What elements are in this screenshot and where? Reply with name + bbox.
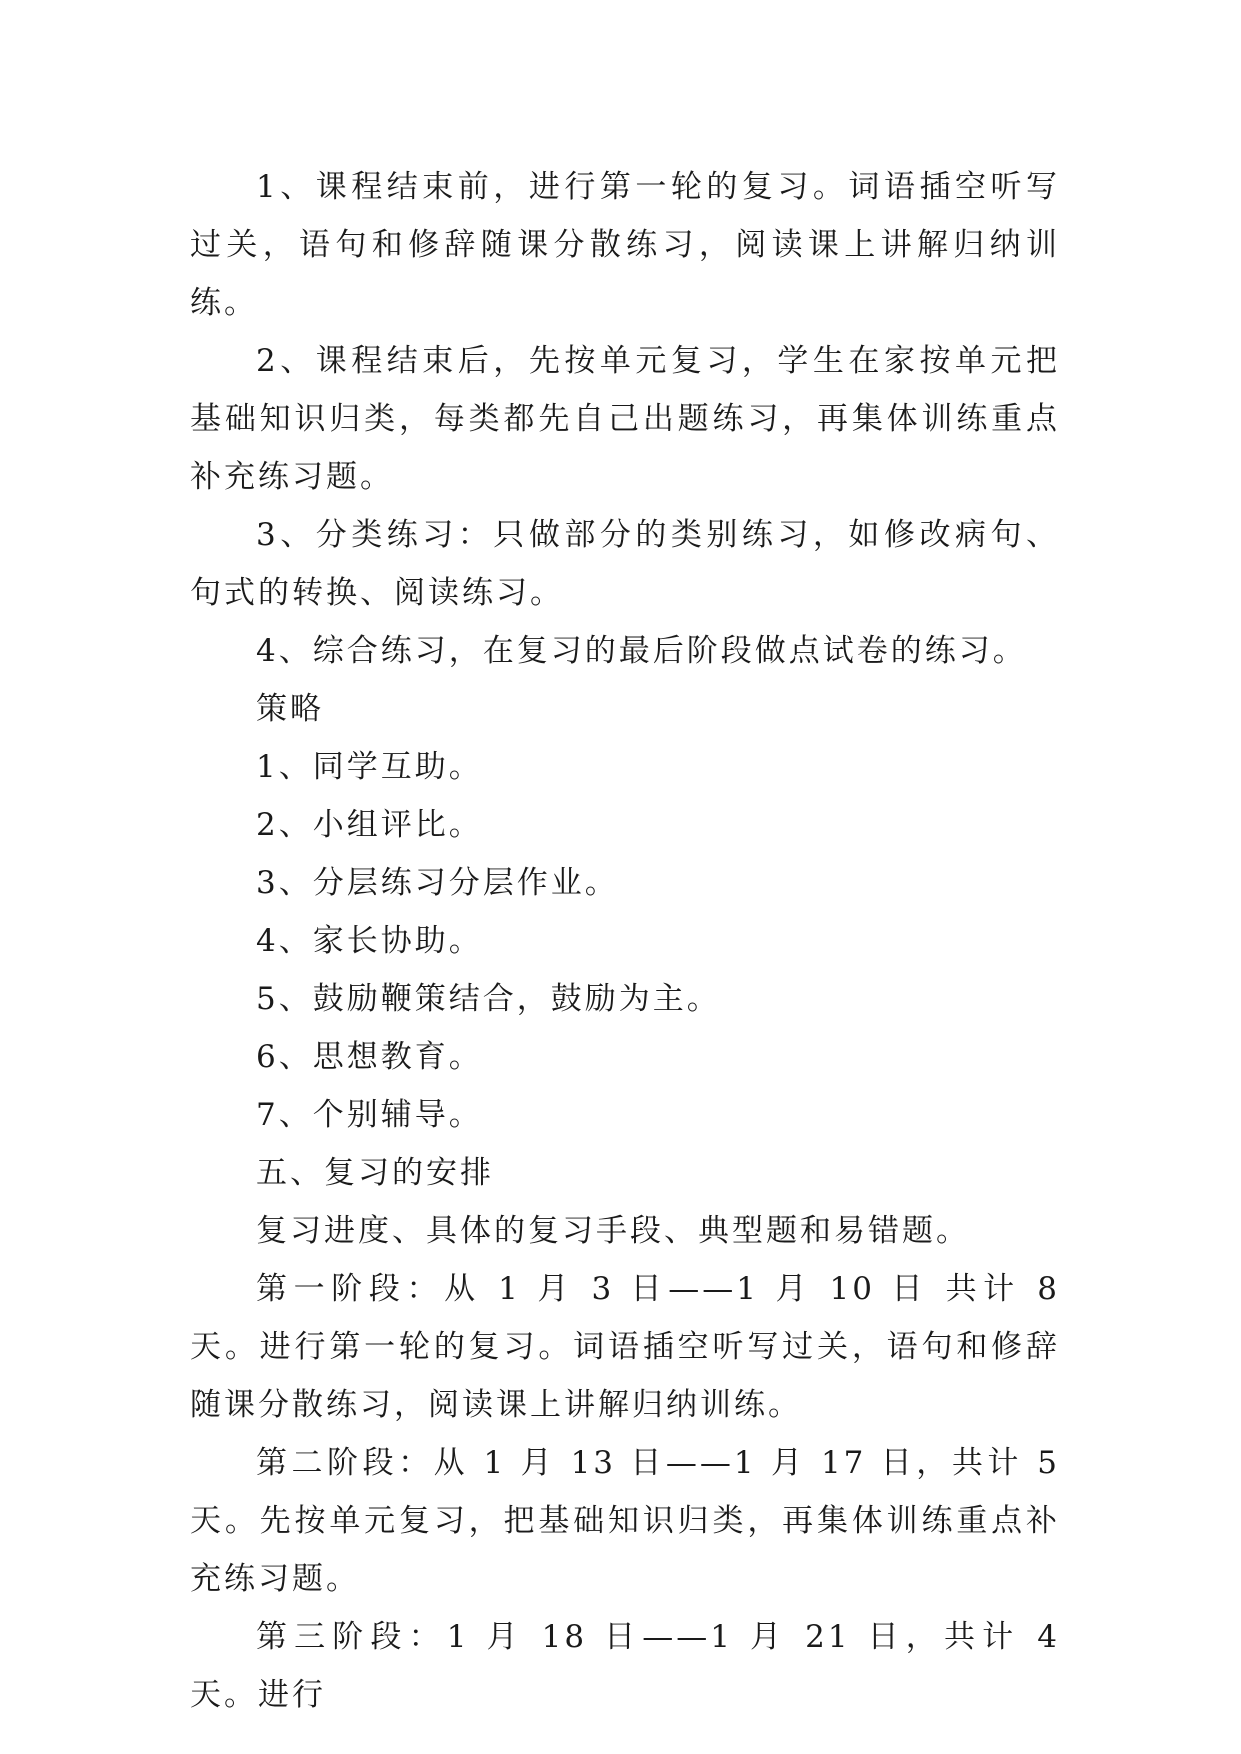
heading-review-schedule: 五、复习的安排 — [256, 1155, 494, 1191]
strategy-item-4: 4、家长协助。 — [256, 923, 483, 959]
heading-strategy: 策略 — [256, 691, 324, 727]
document-body — [190, 158, 1060, 1724]
strategy-item-5: 5、鼓励鞭策结合，鼓励为主。 — [256, 981, 721, 1017]
strategy-item-1: 1、同学互助。 — [256, 749, 483, 785]
paragraph-review-before-course-end: 1、课程结束前，进行第一轮的复习。词语插空听写过关，语句和修辞随课分散练习，阅读课上讲解归纳训练。 — [190, 169, 1060, 321]
paragraph-stage-3: 第三阶段：1 月 18 日——1 月 21 日，共计 4 天。进行 — [190, 1619, 1060, 1713]
paragraph-comprehensive-practice: 4、综合练习，在复习的最后阶段做点试卷的练习。 — [256, 633, 1027, 669]
strategy-item-2: 2、小组评比。 — [256, 807, 483, 843]
paragraph-category-practice: 3、分类练习：只做部分的类别练习，如修改病句、句式的转换、阅读练习。 — [190, 517, 1060, 611]
strategy-item-3: 3、分层练习分层作业。 — [256, 865, 619, 901]
paragraph-stage-2: 第二阶段：从 1 月 13 日——1 月 17 日，共计 5 天。先按单元复习，把基础知识归类，再集体训练重点补充练习题。 — [190, 1445, 1060, 1597]
strategy-item-7: 7、个别辅导。 — [256, 1097, 483, 1133]
strategy-item-6: 6、思想教育。 — [256, 1039, 483, 1075]
paragraph-schedule-intro: 复习进度、具体的复习手段、典型题和易错题。 — [256, 1213, 970, 1249]
paragraph-stage-1: 第一阶段：从 1 月 3 日——1 月 10 日 共计 8 天。进行第一轮的复习。词语插空听写过关，语句和修辞随课分散练习，阅读课上讲解归纳训练。 — [190, 1271, 1060, 1423]
paragraph-review-after-course-end: 2、课程结束后，先按单元复习，学生在家按单元把基础知识归类，每类都先自己出题练习，再集体训练重点补充练习题。 — [190, 343, 1060, 495]
